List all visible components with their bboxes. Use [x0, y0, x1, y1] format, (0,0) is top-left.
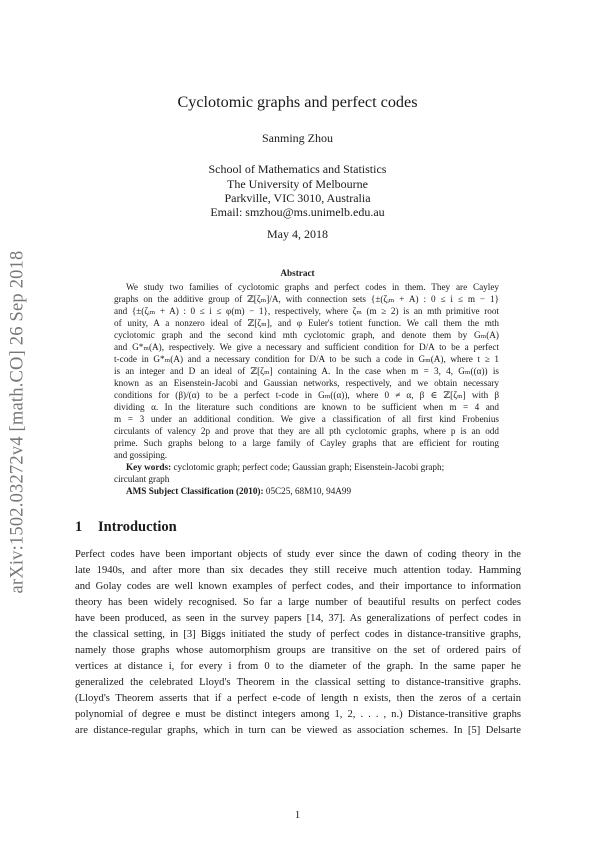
body-line: namely those graphs whose automorphism groups are transitive on the set of ordered pairs of	[75, 645, 521, 656]
body-line: vertices at distance i, for every i from 0 to the diameter of the graph. In the same paper he	[75, 661, 521, 672]
abstract-line: We study two families of cyclotomic graphs and perfect codes in them. They are Cayley	[126, 282, 499, 292]
body-line: are distance-regular graphs, which in turn can be viewed as association schemes. In [5] Delsarte	[75, 725, 521, 736]
body-line: theory has been widely recognised. So far a large number of beautiful results on perfect codes	[75, 597, 521, 608]
abstract-line: cyclotomic graph and the second kind mth cyclotomic graph, and denote them by Gₘ(A)	[114, 330, 499, 340]
affiliation-university: The University of Melbourne	[227, 177, 368, 191]
section-title: Introduction	[98, 519, 177, 535]
body-line: polynomial of degree e must be distinct integers among 1, 2, . . . , n.) Distance-transitive graphs	[75, 709, 521, 720]
body-line: late 1940s, and after more than six decades they still receive much attention today. Hamming	[75, 565, 521, 576]
arxiv-identifier-stamp	[3, 247, 33, 597]
abstract-line: and G*ₘ(A), respectively. We give a necessary and sufficient condition for D/A to be a perfect	[114, 342, 499, 352]
section-number: 1	[75, 519, 83, 535]
abstract-body	[114, 281, 499, 497]
paper-title: Cyclotomic graphs and perfect codes	[177, 93, 418, 111]
keywords	[114, 461, 499, 473]
affiliation-school: School of Mathematics and Statistics	[208, 162, 387, 176]
abstract-line: known as an Eisenstein-Jacobi and Gaussian networks, respectively, and we obtain necessary	[114, 378, 499, 388]
ams-classification-codes: 05C25, 68M10, 94A99	[265, 486, 352, 496]
abstract-line: of unity, A a nonzero ideal of ℤ[ζₘ], and φ Euler's totient function. We call them the mth	[114, 318, 499, 328]
affiliation-email: Email: smzhou@ms.unimelb.edu.au	[210, 205, 385, 219]
body-line: Perfect codes have been important objects of study ever since the dawn of coding theory in the	[75, 549, 521, 560]
keywords-continued: circulant graph	[114, 474, 170, 484]
body-line: generalized the celebrated Lloyd's Theorem in the classical setting to distance-transitive graphs.	[75, 677, 521, 688]
introduction-body	[75, 547, 521, 739]
keywords-label: Key words:	[126, 462, 172, 472]
page-number: 1	[294, 810, 301, 821]
abstract-line: t-code in G*ₘ(A) and a necessary condition for D/A to be such a code in Gₘ(A), where t ≥ 1	[114, 354, 499, 364]
affiliation-address: Parkville, VIC 3010, Australia	[224, 191, 371, 205]
body-line: and Golay codes are well known examples of perfect codes, and their importance to information	[75, 581, 521, 592]
abstract-line: and {±(ζᵢₘ + A) : 0 ≤ i ≤ φ(m) − 1}, respectively, where ζₘ (m ≥ 2) is an mth primitive root	[114, 306, 499, 316]
abstract-line: conditions for (β)/(α) to be a perfect t-code in Gₘ((α)), where 0 ≠ α, β ∈ ℤ[ζₘ] with β	[114, 390, 499, 400]
abstract-line: and gossiping.	[114, 450, 168, 460]
body-line: have been produced, as seen in the survey papers [14, 37]. As generalizations of perfect codes in	[75, 613, 521, 624]
body-line: (Lloyd's Theorem asserts that if a perfect e-code of length n exists, then the zeros of a certain	[75, 693, 521, 704]
ams-classification-label: AMS Subject Classification (2010):	[126, 486, 264, 496]
abstract-line: prime. Such graphs belong to a large family of Cayley graphs that are efficient for routing	[114, 438, 499, 448]
paper-date: May 4, 2018	[267, 227, 328, 241]
section-heading-introduction	[75, 519, 177, 536]
abstract-line: circulants of valency 2p and prove that they are all pth cyclotomic graphs, where p is an odd	[114, 426, 499, 436]
abstract-line: is an integer and D an ideal of ℤ[ζₘ] containing A. In the case when m = 3, 4, Gₘ((α)) is	[114, 366, 499, 376]
ams-classification	[114, 485, 499, 497]
abstract-line: graphs on the additive group of ℤ[ζₘ]/A, with connection sets {±(ζᵢₘ + A) : 0 ≤ i ≤ m − 1}	[114, 294, 499, 304]
body-line: the classical setting, in [3] Biggs initiated the study of perfect codes in distance-transitive graphs,	[75, 629, 521, 640]
abstract-line: m = 3 under an additional condition. We give a classification of all first kind Frobenius	[114, 414, 499, 424]
abstract-line: dividing α. In the literature such conditions are known to be sufficient when m = 4 and	[114, 402, 499, 412]
arxiv-identifier-text: arXiv:1502.03272v4 [math.CO] 26 Sep 2018	[7, 250, 28, 594]
abstract-heading: Abstract	[280, 268, 315, 278]
keywords-list: cyclotomic graph; perfect code; Gaussian graph; Eisenstein-Jacobi graph;	[173, 462, 445, 472]
author-name: Sanming Zhou	[262, 131, 333, 145]
